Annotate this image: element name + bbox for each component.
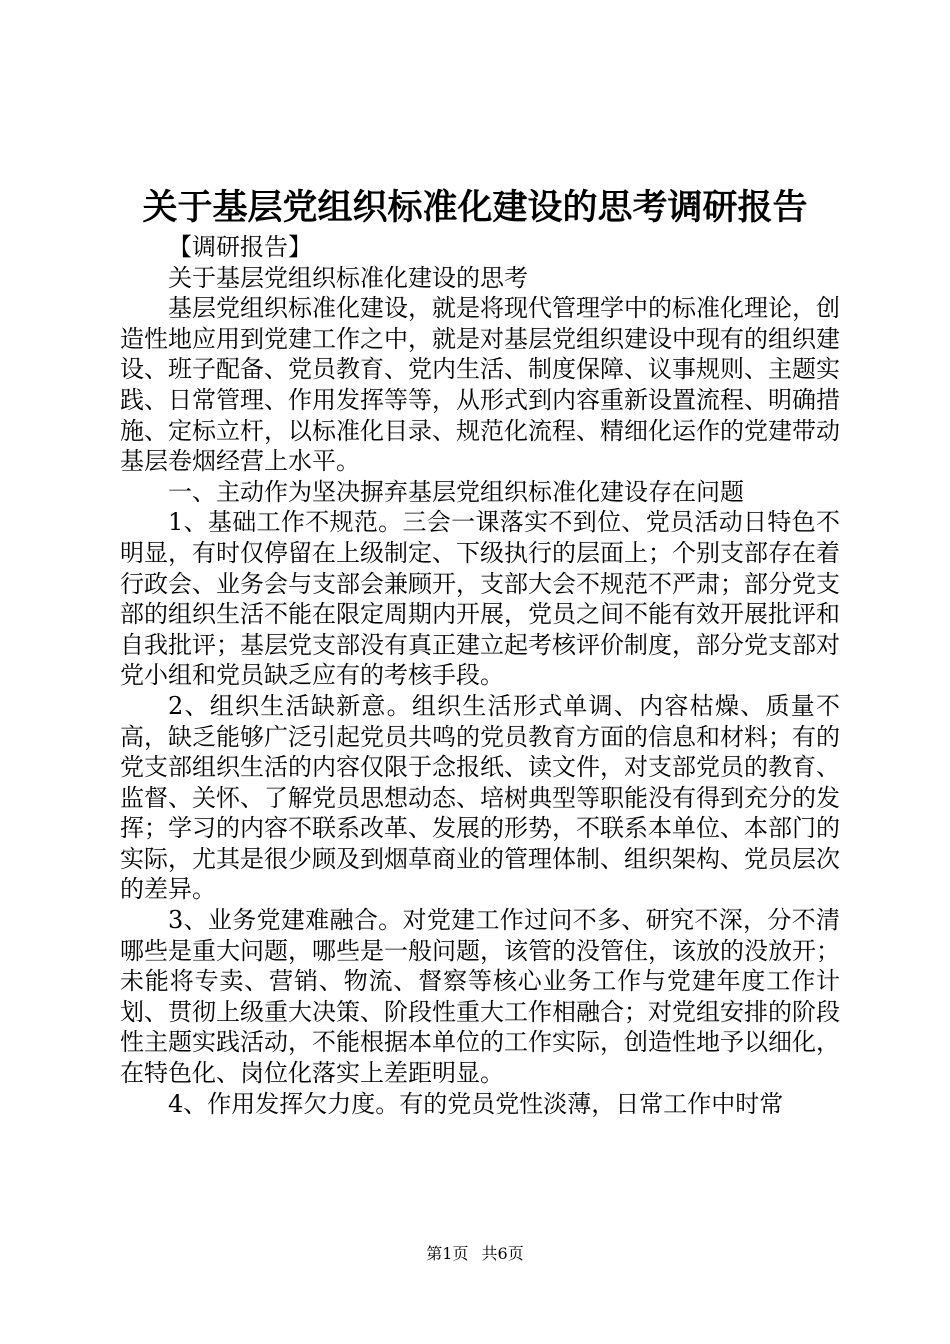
page-total: 共6页 <box>481 1244 524 1263</box>
document-body <box>120 232 840 1119</box>
subtitle: 关于基层党组织标准化建设的思考 <box>168 263 528 292</box>
page-number: 第1页 <box>426 1244 469 1263</box>
paragraph-item-3: 3、业务党建难融合。对党建工作过问不多、研究不深，分不清哪些是重大问题，哪些是一般问题，该管的没管住，该放的没放开；未能将专卖、营销、物流、督察等核心业务工作与党建年度工作计划、贯彻上级重大决策、阶段性重大工作相融合；对党组安排的阶段性主题实践活动，不能根据本单位的工作实际，创造性地予以细化，在特色化、岗位化落实上差距明显。 <box>120 906 840 1088</box>
paragraph-item-1: 1、基础工作不规范。三会一课落实不到位、党员活动日特色不明显，有时仅停留在上级制定、下级执行的层面上；个别支部存在着行政会、业务会与支部会兼顾开，支部大会不规范不严肃；部分党支部的组织生活不能在限定周期内开展，党员之间不能有效开展批评和自我批评；基层党支部没有真正建立起考核评价制度，部分党支部对党小组和党员缺乏应有的考核手段。 <box>120 508 840 690</box>
paragraph-item-2: 2、组织生活缺新意。组织生活形式单调、内容枯燥、质量不高，缺乏能够广泛引起党员共鸣的党员教育方面的信息和材料；有的党支部组织生活的内容仅限于念报纸、读文件，对支部党员的教育、监督、关怀、了解党员思想动态、培树典型等职能没有得到充分的发挥；学习的内容不联系改革、发展的形势，不联系本单位、本部门的实际，尤其是很少顾及到烟草商业的管理体制、组织架构、党员层次的差异。 <box>120 691 840 904</box>
document-title: 关于基层党组织标准化建设的思考调研报告 <box>142 187 808 228</box>
paragraph-intro: 基层党组织标准化建设，就是将现代管理学中的标准化理论，创造性地应用到党建工作之中，就是对基层党组织建设中现有的组织建设、班子配备、党员教育、党内生活、制度保障、议事规则、主题实践、日常管理、作用发挥等等，从形式到内容重新设置流程、明确措施、定标立杆，以标准化目录、规范化流程、精细化运作的党建带动基层卷烟经营上水平。 <box>120 294 840 476</box>
section-heading: 一、主动作为坚决摒弃基层党组织标准化建设存在问题 <box>168 477 744 506</box>
page-footer <box>0 1243 950 1265</box>
paragraph-item-4: 4、作用发挥欠力度。有的党员党性淡薄，日常工作中时常 <box>168 1089 784 1118</box>
section-tag: 【调研报告】 <box>168 233 312 261</box>
